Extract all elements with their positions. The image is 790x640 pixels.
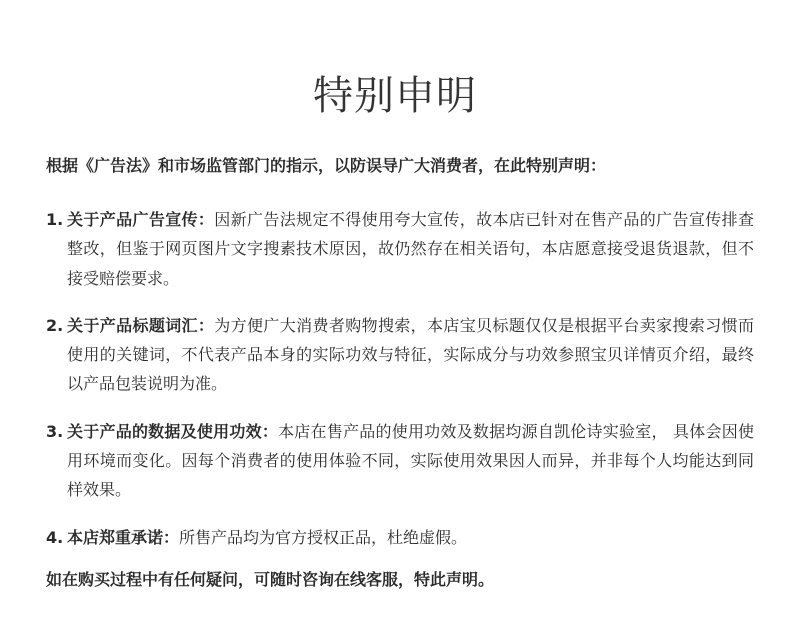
declaration-item-title-keywords: [46, 311, 754, 399]
item-number: 1.: [46, 210, 64, 229]
item-heading: 关于产品的数据及使用功效：: [67, 421, 279, 441]
item-heading: 关于产品标题词汇：: [67, 315, 215, 335]
item-number: 4.: [46, 527, 64, 547]
item-number: 3.: [46, 421, 64, 441]
declaration-item-advertising: [46, 205, 754, 293]
declaration-item-promise: [46, 523, 754, 552]
declaration-item-efficacy-data: [46, 417, 754, 505]
closing-statement: 如在购买过程中有任何疑问，可随时咨询在线客服，特此声明。: [46, 570, 495, 589]
item-heading: 关于产品广告宣传：: [67, 210, 215, 229]
item-heading: 本店郑重承诺：: [67, 527, 180, 547]
item-number: 2.: [46, 315, 64, 335]
item-body: 为方便广大消费者购物搜索，本店宝贝标题仅仅是根据平台卖家搜索习惯而使用的关键词，不代表产品本身的实际功效与特征，实际成分与功效参照宝贝详情页介绍，最终以产品包装说明为准。: [67, 315, 754, 394]
page-title: 特别申明: [313, 73, 477, 119]
item-body: 因新广告法规定不得使用夸大宣传，故本店已针对在售产品的广告宣传排查整改，但鉴于网页图片文字搜素技术原因，故仍然存在相关语句，本店愿意接受退货退款，但不接受赔偿要求。: [67, 210, 754, 288]
declaration-list: [46, 205, 754, 570]
intro-statement: 根据《广告法》和市场监管部门的指示，以防误导广大消费者，在此特别声明：: [46, 156, 607, 175]
item-body: 本店在售产品的使用功效及数据均源自凯伦诗实验室， 具体会因使用环境而变化。因每个消费者的使用体验不同，实际使用效果因人而异，并非每个人均能达到同样效果。: [67, 421, 754, 500]
item-body: 所售产品均为官方授权正品，杜绝虚假。: [179, 527, 468, 547]
